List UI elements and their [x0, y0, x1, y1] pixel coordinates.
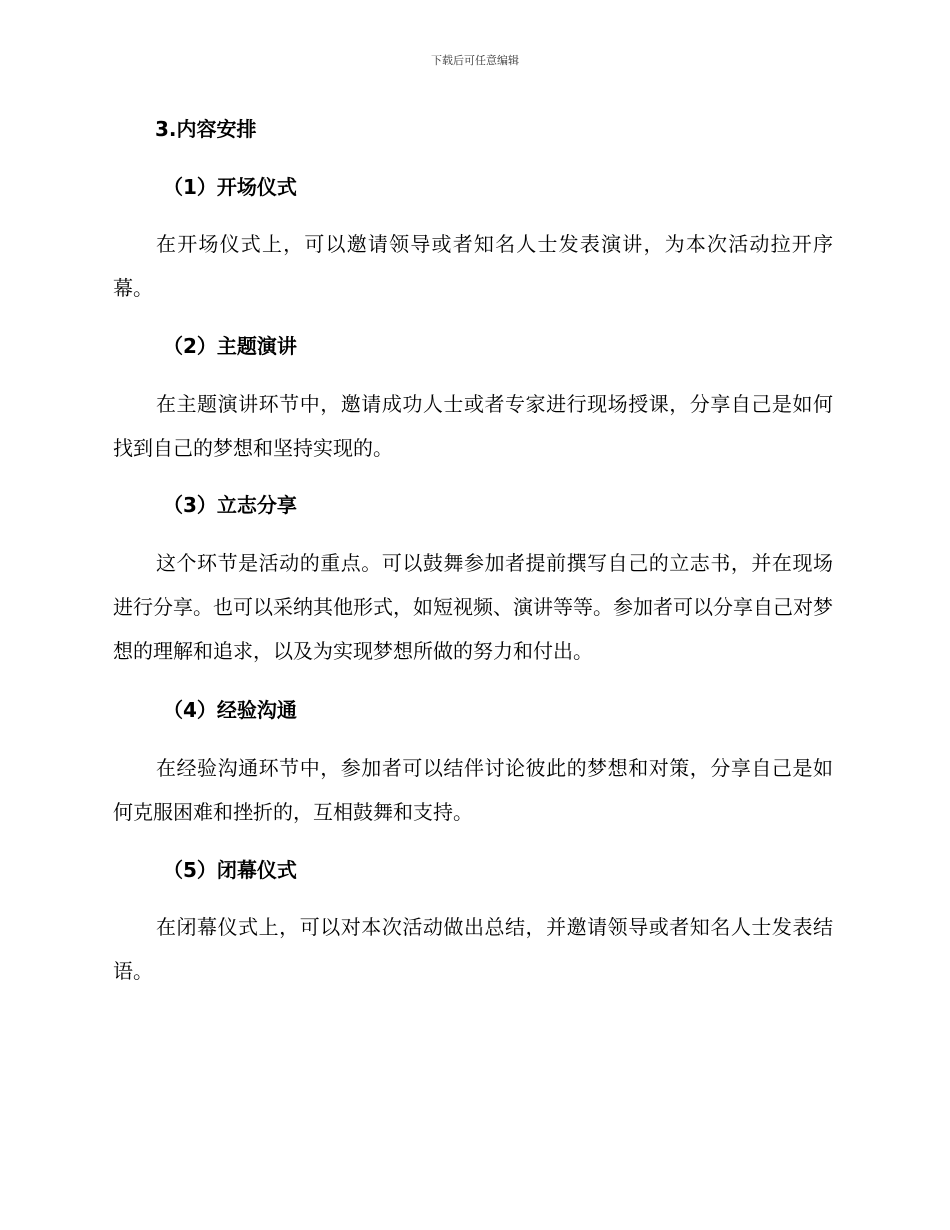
paragraph-experience-exchange: 在经验沟通环节中，参加者可以结伴讨论彼此的梦想和对策，分享自己是如何克服困难和挫折的，互相鼓舞和支持。 — [113, 756, 833, 824]
subheading-opening-ceremony: （1）开场仪式 — [163, 175, 297, 199]
subheading-experience-exchange: （4）经验沟通 — [163, 698, 297, 722]
paragraph-keynote: 在主题演讲环节中，邀请成功人士或者专家进行现场授课，分享自己是如何找到自己的梦想和坚持实现的。 — [113, 392, 833, 460]
subheading-keynote: （2）主题演讲 — [163, 334, 297, 358]
paragraph-closing-ceremony: 在闭幕仪式上，可以对本次活动做出总结，并邀请领导或者知名人士发表结语。 — [113, 915, 833, 983]
subheading-closing-ceremony: （5）闭幕仪式 — [163, 858, 297, 882]
paragraph-aspiration-sharing: 这个环节是活动的重点。可以鼓舞参加者提前撰写自己的立志书，并在现场进行分享。也可以采纳其他形式，如短视频、演讲等等。参加者可以分享自己对梦想的理解和追求，以及为实现梦想所做的努力和付出。 — [113, 551, 833, 663]
page-header: 下载后可任意编辑 — [431, 54, 519, 67]
section-title: 3.内容安排 — [155, 117, 257, 141]
subheading-aspiration-sharing: （3）立志分享 — [163, 493, 297, 517]
paragraph-opening-ceremony: 在开场仪式上，可以邀请领导或者知名人士发表演讲，为本次活动拉开序幕。 — [113, 232, 833, 300]
